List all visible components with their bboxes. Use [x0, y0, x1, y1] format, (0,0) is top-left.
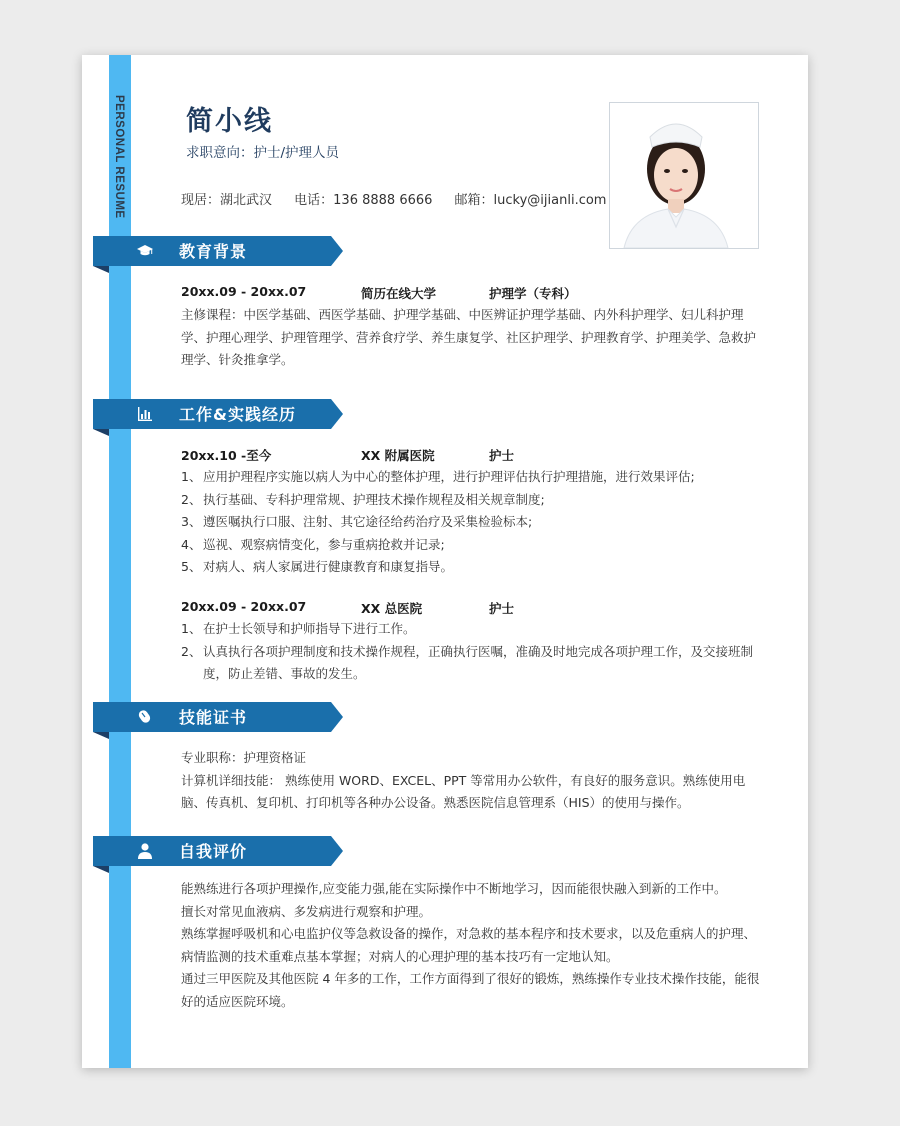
contact-line	[181, 189, 624, 208]
list-item: 5、 对病人、病人家属进行健康教育和康复指导。	[181, 559, 454, 574]
job-date: 20xx.10 -至今	[181, 448, 272, 463]
job-org: XX 总医院	[361, 601, 423, 616]
job-org: XX 附属医院	[361, 448, 435, 463]
job-date: 20xx.09 - 20xx.07	[181, 599, 307, 614]
job-intent: 求职意向：护士/护理人员	[186, 145, 340, 161]
self-eval-line: 擅长对常见血液病、多发病进行观察和护理。	[181, 903, 432, 919]
section-title-self-eval: 自我评价	[179, 842, 248, 861]
job-role: 护士	[489, 448, 515, 463]
education-date: 20xx.09 - 20xx.07	[181, 284, 307, 299]
list-item: 1、 在护士长领导和护师指导下进行工作。	[181, 621, 416, 636]
work-duties-1	[181, 466, 761, 579]
section-header-self-eval	[93, 836, 343, 866]
user-icon	[136, 842, 154, 860]
contact-phone: 电话：136 8888 6666	[294, 193, 433, 208]
list-item: 2、 执行基础、专科护理常规、护理技术操作规程及相关规章制度;	[181, 491, 545, 507]
education-school: 简历在线大学	[361, 286, 437, 301]
section-title-work: 工作&实践经历	[179, 405, 296, 424]
sidebar-label: PERSONAL RESUME	[113, 95, 125, 219]
skill-line: 专业职称：护理资格证	[181, 750, 307, 765]
graduation-cap-icon	[136, 242, 154, 260]
contact-location: 现居：湖北武汉	[181, 193, 273, 208]
section-title-education: 教育背景	[179, 242, 248, 261]
list-item: 2、 认真执行各项护理制度和技术操作规程，正确执行医嘱，准确及时地完成各项护理工作，及交接班制度，防止差错、事故的发生。	[181, 643, 754, 681]
profile-photo	[609, 102, 759, 249]
list-item: 1、 应用护理程序实施以病人为中心的整体护理，进行护理评估执行护理措施，进行效果评估;	[181, 469, 695, 484]
section-header-education	[93, 236, 343, 266]
work-duties-2	[181, 618, 761, 686]
job-role: 护士	[489, 601, 515, 616]
self-eval-line: 熟练掌握呼吸机和心电监护仪等急救设备的操作，对急救的基本程序和技术要求，以及危重病人的护理、病情监测的技术重难点基本掌握；对病人的心理护理的基本技巧有一定地认知。	[181, 926, 757, 964]
section-header-skills	[93, 702, 343, 732]
contact-email: 邮箱：lucky@ijianli.com	[454, 193, 607, 208]
section-title-skills: 技能证书	[179, 708, 248, 727]
bar-chart-icon	[136, 405, 154, 423]
nurse-portrait-image	[610, 103, 758, 248]
section-header-work	[93, 399, 343, 429]
resume-page	[82, 55, 808, 1068]
self-eval-line: 能熟练进行各项护理操作,应变能力强,能在实际操作中不断地学习，因而能很快融入到新的工作中。	[181, 881, 727, 896]
mouse-hand-icon	[136, 708, 154, 726]
self-eval-line: 通过三甲医院及其他医院 4 年多的工作，工作方面得到了很好的锻炼，熟练操作专业技术操作技能，能很好的适应医院环境。	[181, 971, 760, 1009]
skill-line: 计算机详细技能： 熟练使用 WORD、EXCEL、PPT 等常用办公软件，有良好的服务意识。熟练使用电脑、传真机、复印机、打印机等各种办公设备。熟悉医院信息管理系（HIS）的使用与操作。	[181, 772, 746, 810]
education-major: 护理学（专科）	[489, 286, 577, 301]
skills-text	[181, 747, 761, 815]
candidate-name: 简小线	[186, 106, 273, 137]
list-item: 4、 巡视、观察病情变化，参与重病抢救并记录;	[181, 536, 445, 552]
self-eval-text	[181, 878, 761, 1013]
education-courses: 主修课程：中医学基础、西医学基础、护理学基础、中医辨证护理学基础、内外科护理学、妇儿科护理学、护理心理学、护理管理学、营养食疗学、养生康复学、社区护理学、护理教育学、护理美学、急救护理学、针灸推拿学。	[181, 307, 757, 367]
list-item: 3、 遵医嘱执行口服、注射、其它途径给药治疗及采集检验标本;	[181, 514, 533, 529]
